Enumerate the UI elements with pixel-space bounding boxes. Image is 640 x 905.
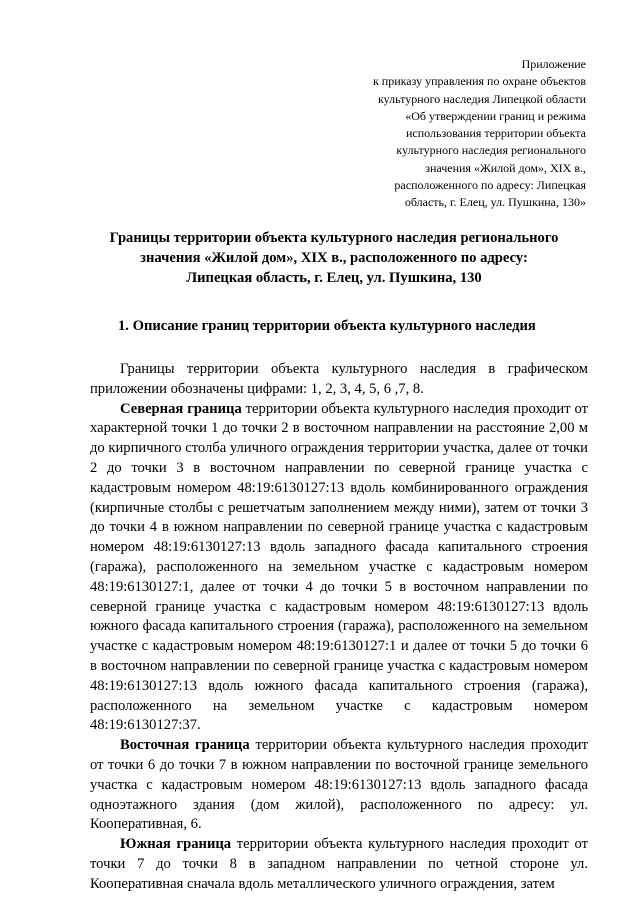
east-boundary-label: Восточная граница [120,737,250,754]
east-boundary-paragraph [90,736,588,835]
appendix-line: Приложение [521,57,586,71]
appendix-line: к приказу управления по охране объектов [372,74,586,89]
section-heading: 1. Описание границ территории объекта культурного наследия [118,318,536,334]
south-boundary-paragraph [90,835,588,894]
appendix-line: значения «Жилой дом», XIX в., [425,160,586,175]
north-boundary-text: территории объекта культурного наследия проходит от характерной точки 1 до точки 2 в восточном направлении на расстояние 2,00 м до кирпичного столба уличного ограждения территории участка, далее от точки 2 до точки 3 в восточном направлении по северной границе участка с кадастровым номером 48:19:6130127:13 вдоль комбинированного ограждения (кирпичные столбы с решетчатым заполнением между ними), затем от точки 3 до точки 4 в южном направлении по северной границе участка с кадастровым номером 48:19:6130127:13 вдоль западного фасада капитального строения (гаража), расположенного на земельном участке с кадастровым номером 48:19:6130127:1, далее от точки 4 до точки 5 в восточном направлении по северной границе участка с кадастровым номером 48:19:6130127:13 вдоль южного фасада капитального строения (гаража), расположенного на земельном участке с кадастровым номером 48:19:6130127:1 и далее от точки 5 до точки 6 в восточном направлении по северной границе участка с кадастровым номером 48:19:6130127:13 вдоль южного фасада капитального строения (гаража), расположенного на земельном участке с кадастровым номером 48:19:6130127:37. [90,400,589,734]
east-boundary-text: территории объекта культурного наследия проходит от точки 6 до точки 7 в южном направлении по восточной границе земельного участка с кадастровым номером 48:19:6130127:13 вдоль западного фасада одноэтажного здания (дом жилой), расположенного по адресу: ул. Кооперативная, 6. [90,737,588,833]
south-boundary-label: Южная граница [120,836,232,853]
north-boundary-paragraph [90,400,588,737]
document-body [90,360,588,895]
appendix-line: использования территории объекта [406,126,586,141]
south-boundary-text: территории объекта культурного наследия проходит от точки 7 до точки 8 в западном направлении по четной стороне ул. Кооперативная сначала вдоль металлического уличного ограждения, затем [90,836,588,892]
north-boundary-label: Северная граница [120,400,242,417]
title-line: Границы территории объекта культурного наследия регионального [109,230,559,246]
appendix-line: «Об утверждении границ и режима [405,108,586,123]
document-title [60,228,608,288]
appendix-line: расположенного по адресу: Липецкая [394,178,586,193]
appendix-line: культурного наследия Липецкой области [377,91,586,106]
title-line: Липецкая область, г. Елец, ул. Пушкина, 130 [186,270,482,286]
appendix-line: культурного наследия регионального [396,143,586,158]
appendix-header [326,56,586,212]
intro-paragraph: Границы территории объекта культурного наследия в графическом приложении обозначены цифрами: 1, 2, 3, 4, 5, 6 ,7, 8. [90,361,588,397]
appendix-line: область, г. Елец, ул. Пушкина, 130» [404,195,586,210]
title-line: значения «Жилой дом», XIX в., расположенного по адресу: [140,250,528,266]
